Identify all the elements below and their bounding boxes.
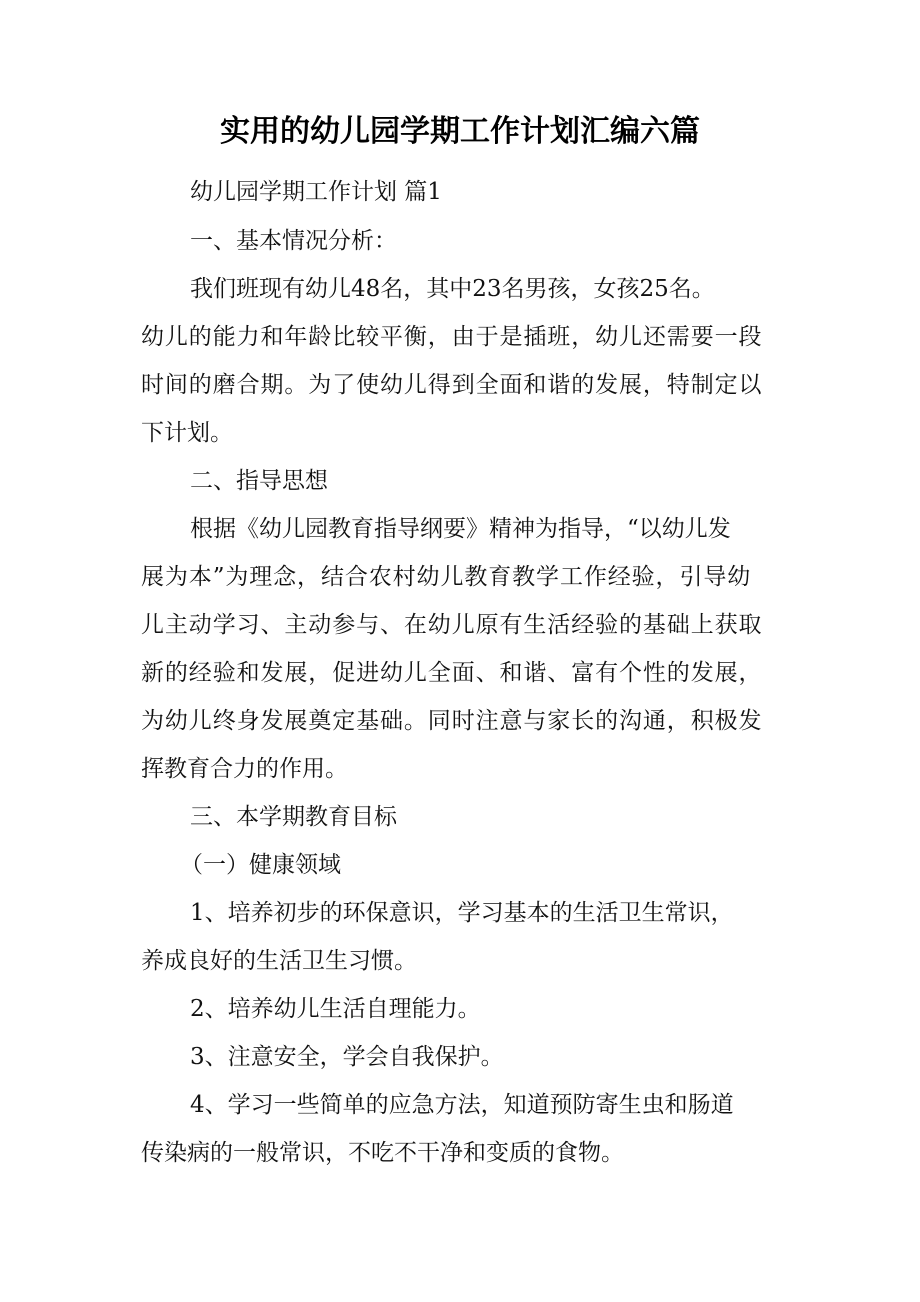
paragraph-line: 根据《幼儿园教育指导纲要》精神为指导，“以幼儿发 — [190, 516, 731, 542]
paragraph-line: 我们班现有幼儿48名，其中23名男孩，女孩25名。 — [190, 276, 715, 302]
list-item: 1、培养初步的环保意识，学习基本的生活卫生常识， — [190, 900, 734, 926]
section-heading: 幼儿园学期工作计划 篇1 — [190, 179, 442, 205]
paragraph-line: 为幼儿终身发展奠定基础。同时注意与家长的沟通，积极发 — [141, 708, 763, 734]
list-item: 4、学习一些简单的应急方法，知道预防寄生虫和肠道 — [190, 1092, 734, 1118]
list-item-continuation: 养成良好的生活卫生习惯。 — [141, 948, 417, 974]
paragraph-line: 时间的磨合期。为了使幼儿得到全面和谐的发展，特制定以 — [141, 372, 763, 398]
paragraph-line: 儿主动学习、主动参与、在幼儿原有生活经验的基础上获取 — [141, 612, 763, 638]
paragraph-line: 下计划。 — [141, 420, 233, 446]
paragraph-line: 幼儿的能力和年龄比较平衡，由于是插班，幼儿还需要一段 — [141, 324, 763, 350]
paragraph-line: 展为本”为理念，结合农村幼儿教育教学工作经验，引导幼 — [141, 564, 752, 590]
list-item-continuation: 传染病的一般常识，不吃不干净和变质的食物。 — [141, 1140, 624, 1166]
document-title: 实用的幼儿园学期工作计划汇编六篇 — [220, 114, 700, 149]
list-item: 3、注意安全，学会自我保护。 — [190, 1044, 504, 1070]
paragraph-line: 新的经验和发展，促进幼儿全面、和谐、富有个性的发展， — [141, 660, 763, 686]
subheading-health: （一）健康领域 — [180, 852, 341, 878]
heading-guiding-ideology: 二、指导思想 — [190, 468, 328, 494]
paragraph-line: 挥教育合力的作用。 — [141, 756, 348, 782]
heading-basic-situation: 一、基本情况分析： — [190, 228, 397, 254]
list-item: 2、培养幼儿生活自理能力。 — [190, 996, 481, 1022]
heading-education-goals: 三、本学期教育目标 — [190, 804, 397, 830]
